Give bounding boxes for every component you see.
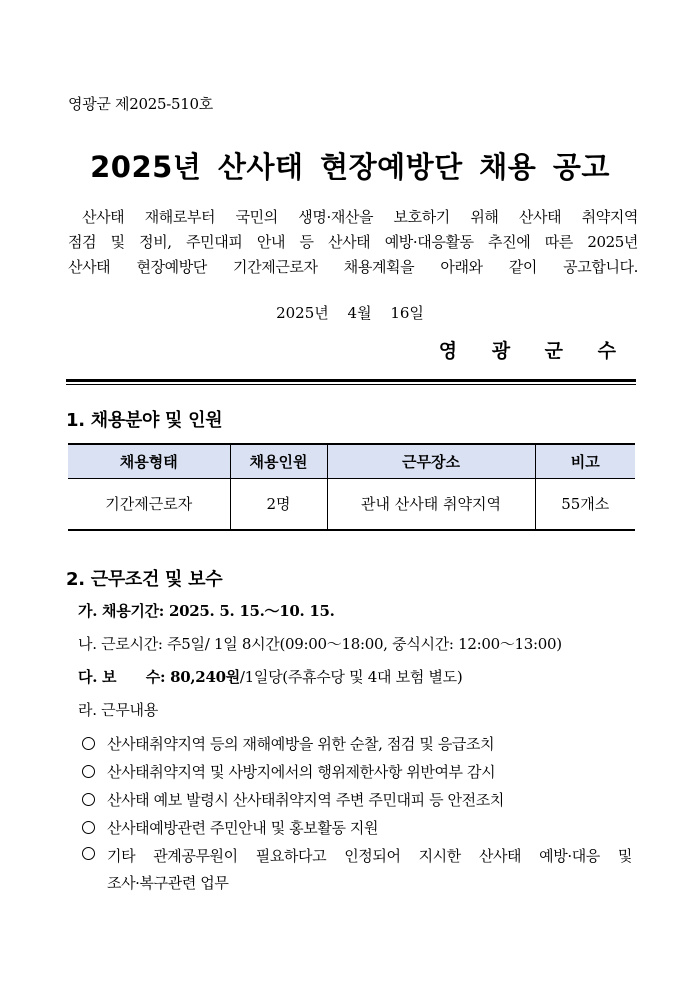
intro-line: 산사태 현장예방단 기간제근로자 채용계획을 아래와 같이 공고합니다. [68,258,638,276]
recruitment-table [68,443,635,531]
divider-thick [66,379,636,382]
pay-label: 다. 보 수: [78,668,166,686]
employment-period-label: 가. 채용기간: [78,602,165,620]
circle-bullet-icon [82,737,95,750]
list-item [82,817,378,838]
circle-bullet-icon [82,793,95,806]
list-item-text: 산사태 예보 발령시 산사태취약지역 주변 주민대피 등 안전조치 [107,791,504,809]
working-hours [78,633,562,654]
circle-bullet-icon [82,847,95,860]
section-heading-conditions: 2. 근무조건 및 보수 [66,569,223,590]
table-header-cell: 채용인원 [230,444,327,478]
list-item-text: 산사태예방관련 주민안내 및 홍보활동 지원 [107,819,379,837]
table-header-cell: 근무장소 [327,444,535,478]
circle-bullet-icon [82,821,95,834]
list-item-text: 산사태취약지역 및 사방지에서의 행위제한사항 위반여부 감시 [107,763,496,781]
announcement-date: 2025년 4월 16일 [276,304,424,322]
list-item [82,733,494,754]
table-header-cell: 채용형태 [68,444,230,478]
divider-thin [66,384,636,385]
table-header-cell: 비고 [535,444,635,478]
signer-name: 영 광 군 수 [438,340,630,362]
list-item [82,789,504,810]
section-heading-recruitment: 1. 채용분야 및 인원 [66,410,223,431]
list-item-continuation: 조사·복구관련 업무 [107,874,229,892]
intro-line: 산사태 재해로부터 국민의 생명·재산을 보호하기 위해 산사태 취약지역 [82,208,638,226]
working-hours-label: 나. 근로시간: [78,635,163,653]
document-number: 영광군 제2025-510호 [68,95,213,113]
table-row [68,478,635,530]
table-cell: 55개소 [535,478,635,530]
list-item [82,761,495,782]
duties-label: 라. 근무내용 [78,701,158,719]
table-cell: 관내 산사태 취약지역 [327,478,535,530]
pay-suffix: /1일당(주휴수당 및 4대 보험 별도) [239,668,463,686]
pay [78,666,462,687]
table-header-row [68,444,635,478]
employment-period [78,600,335,621]
page-title: 2025년 산사태 현장예방단 채용 공고 [90,150,610,184]
list-item [82,845,632,866]
circle-bullet-icon [82,765,95,778]
list-item-text: 기타 관계공무원이 필요하다고 인정되어 지시한 산사태 예방·대응 및 [107,847,632,865]
intro-line: 점검 및 정비, 주민대피 안내 등 산사태 예방·대응활동 추진에 따른 2025년 [68,233,638,251]
table-cell: 2명 [230,478,327,530]
pay-value: 80,240원 [165,668,240,686]
intro-paragraph [68,205,638,280]
list-item-text: 산사태취약지역 등의 재해예방을 위한 순찰, 점검 및 응급조치 [107,735,495,753]
employment-period-value: 2025. 5. 15.～10. 15. [164,602,335,620]
table-cell: 기간제근로자 [68,478,230,530]
working-hours-value: 주5일/ 1일 8시간(09:00～18:00, 중식시간: 12:00～13:00) [162,635,562,653]
